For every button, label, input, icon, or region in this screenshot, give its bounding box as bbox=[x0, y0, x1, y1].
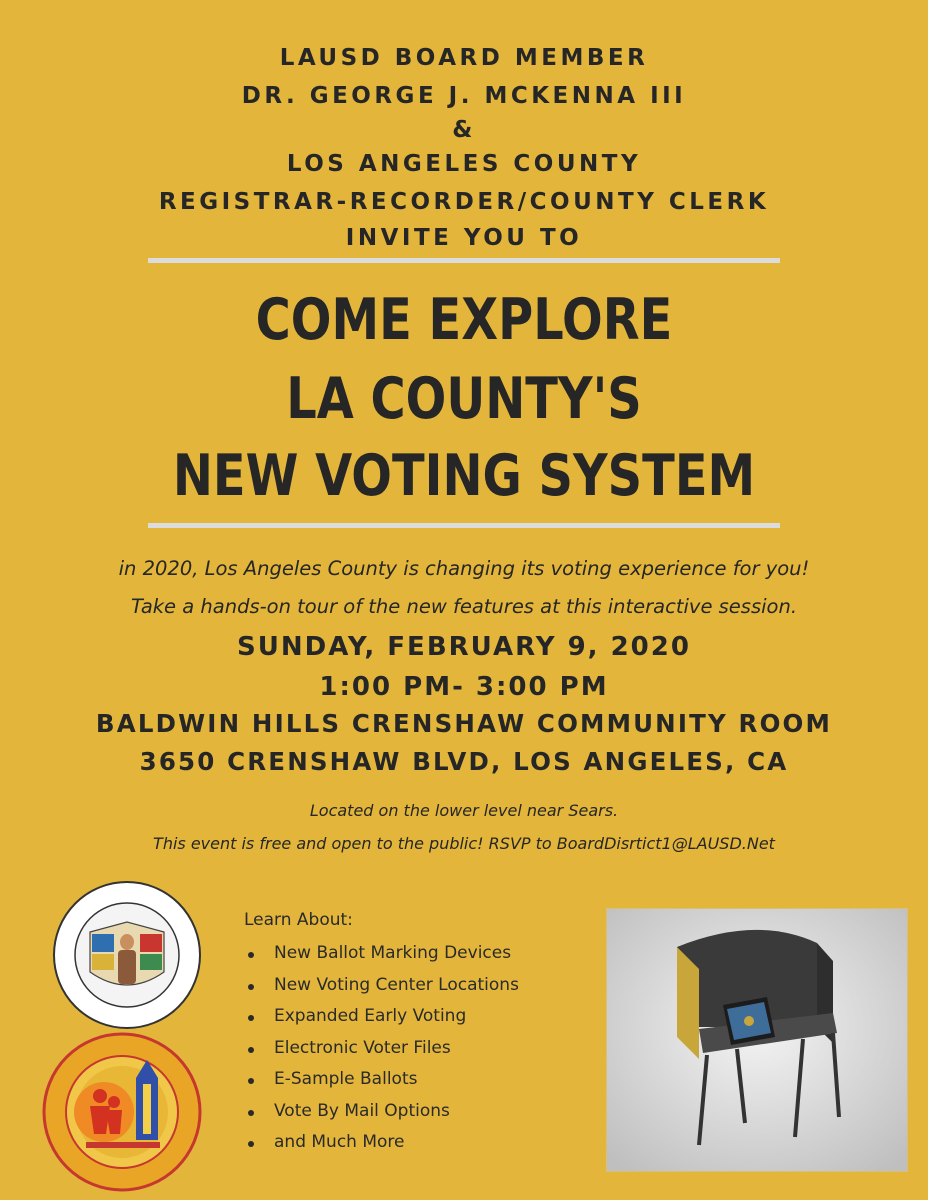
list-item: Electronic Voter Files bbox=[244, 1033, 604, 1065]
event-date: SUNDAY, FEBRUARY 9, 2020 bbox=[237, 632, 691, 662]
list-item: New Ballot Marking Devices bbox=[244, 938, 604, 970]
header-line-ampersand: & bbox=[452, 117, 476, 143]
title-line-2: LA COUNTY'S bbox=[286, 366, 642, 432]
note-rsvp: This event is free and open to the public! RSVP to BoardDisrtict1@LAUSD.Net bbox=[153, 834, 775, 853]
header-line-registrar: REGISTRAR-RECORDER/COUNTY CLERK bbox=[158, 189, 770, 215]
event-venue: BALDWIN HILLS CRENSHAW COMMUNITY ROOM bbox=[95, 709, 833, 738]
county-registrar-seal-logo bbox=[52, 880, 202, 1030]
header-line-board-member: LAUSD BOARD MEMBER bbox=[279, 45, 649, 71]
title-line-1: COME EXPLORE bbox=[255, 287, 673, 353]
lausd-board-seal-logo bbox=[40, 1030, 205, 1195]
divider-bottom bbox=[148, 523, 780, 528]
note-location: Located on the lower level near Sears. bbox=[309, 801, 619, 820]
list-item: Expanded Early Voting bbox=[244, 1001, 604, 1033]
event-address: 3650 CRENSHAW BLVD, LOS ANGELES, CA bbox=[139, 747, 789, 776]
header-line-invite: INVITE YOU TO bbox=[345, 225, 583, 251]
list-item: New Voting Center Locations bbox=[244, 970, 604, 1002]
intro-line-1: in 2020, Los Angeles County is changing its voting experience for you! bbox=[118, 557, 810, 580]
title-line-3: NEW VOTING SYSTEM bbox=[172, 443, 756, 509]
divider-top bbox=[148, 258, 780, 263]
intro-line-2: Take a hands-on tour of the new features at this interactive session. bbox=[130, 595, 798, 618]
learn-about-heading: Learn About: bbox=[244, 910, 353, 930]
voting-booth-photo bbox=[606, 908, 908, 1172]
event-time: 1:00 PM- 3:00 PM bbox=[319, 672, 609, 702]
learn-about-section bbox=[244, 906, 604, 1159]
learn-about-list bbox=[244, 938, 604, 1159]
header-line-county: LOS ANGELES COUNTY bbox=[286, 151, 642, 177]
list-item: Vote By Mail Options bbox=[244, 1096, 604, 1128]
header-line-name: DR. GEORGE J. MCKENNA III bbox=[241, 83, 687, 109]
list-item: and Much More bbox=[244, 1127, 604, 1159]
list-item: E-Sample Ballots bbox=[244, 1064, 604, 1096]
